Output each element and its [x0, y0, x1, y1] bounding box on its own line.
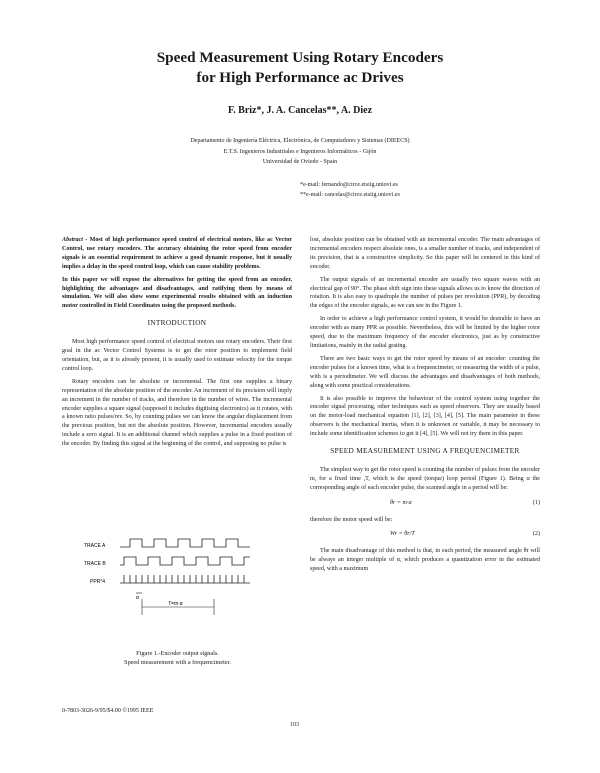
intro-paragraph-1: Most high performance speed control of electrical motors use rotary encoders. Their first goal in the ac Vector Control Systems is to get the rotor position to implement field orientation, but, as it is already present, it is usually used to estimate velocity for the torque control loop. [62, 339, 292, 372]
page-number: 103 [290, 722, 299, 728]
equation-1-number: (1) [532, 499, 540, 506]
label-alpha: α [136, 595, 139, 601]
equation-1 [310, 499, 540, 508]
introduction-heading: INTRODUCTION [147, 318, 207, 328]
abstract-paragraph-2: In this paper we will expose the alternatives for getting the speed from an encoder, highlighting the advantages and disadvantages, and ratifying them by means of simulation. We will also show some experimental results obtained with an induction motor controlled in Field Coordinates using the proposed methods. [62, 276, 292, 310]
right-paragraph-6: The simplest way to get the rotor speed is counting the number of pulses from the encoder m, for a fixed time ,T, which is the speed (torque) loop period (Figure 1). Being α the corresponding angle of each encoder pulse, the scanned angle in a period will be: [310, 466, 540, 491]
affiliation-line-1: Departamento de Ingeniería Eléctrica, Electrónica, de Computadores y Sistemas (DIEECS) [190, 138, 410, 144]
right-paragraph-8: The main disadvantage of this method is that, in each period, the measured angle θr will be always an integer multiple of α, which produces a quantization error in the estimated speed, with a maximum [310, 548, 540, 573]
equation-2 [310, 530, 540, 539]
affiliation-line-2: E.T.S. Ingenieros Industriales e Ingenieros Informáticos - Gijón [223, 148, 377, 155]
right-paragraph-4: There are two basic ways to get the rotor speed by means of an encoder: counting the encoder pulses for a known time, what is a frequencimeter, or measuring the width of a pulse, with is a periodimeter. We will discuss the advantages and disadvantages of both methods, along with some practical considerations. [310, 355, 540, 389]
abstract-label: Abstract [62, 237, 83, 243]
title-line-2: for High Performance ac Drives [196, 69, 404, 86]
left-column [62, 236, 292, 453]
right-paragraph-2: The output signals of an incremental encoder are usually two square waves with an electrical gap of 90°. The phase shift sign into these signals allows us to know the direction of rotation. It is also easy to quadruple the number of pulses per revolution (PPR), by decoding the edges of the encoder signals, as we can see in the Figure 1. [310, 276, 540, 310]
right-paragraph-3: In order to achieve a high performance control system, it would be desirable to have an encoder with as many PPR as possible. Nevertheless, this will be limited by the higher rotor speed, due to the maximum frequency of the encoder electronics, just as by constructive limitations, mainly in the radial grating. [310, 316, 540, 349]
affiliation-block [130, 136, 470, 168]
paper-title [40, 48, 560, 88]
right-paragraph-7: therefore the motor speed will be: [310, 516, 393, 523]
label-ppr: PPR*4 [90, 579, 106, 585]
right-column [310, 236, 540, 578]
frequencimeter-heading: SPEED MEASUREMENT USING A FREQUENCIMETER [330, 446, 520, 456]
figure-1-svg [80, 535, 275, 647]
label-period: T=m·α [168, 601, 183, 607]
email-2: **e-mail: cancelas@circe.etsiig.uniovi.es [300, 192, 400, 198]
ppr-pulse-ticks [124, 575, 244, 583]
trace-a-waveform [120, 539, 250, 547]
abstract-paragraph-1 [62, 236, 292, 272]
email-block [300, 180, 500, 200]
author-list: F. Briz*, J. A. Cancelas**, A. Diez [227, 105, 373, 116]
equation-1-body: θr = m·α [390, 499, 412, 506]
label-trace-b: TRACE B [84, 561, 106, 567]
right-paragraph-1: lost, absolute position can be obtained with an incremental encoder. The main advantages of incremental encoders respect absolute ones, is a smaller number of tracks, and independent of its precision, that is a constructive simplicity. So this paper will be centered in this kind of encoder. [310, 237, 540, 270]
copyright-footer: 0-7803-3026-9/95/$4.00 ©1995 IEEE [62, 708, 154, 714]
equation-2-body: Wr = θr/T [390, 531, 415, 538]
label-trace-a: TRACE A [84, 543, 106, 549]
caption-line-2: Speed measurement with a frequencimeter. [124, 658, 231, 666]
figure-1-caption [70, 650, 285, 667]
figure-1-encoder-signals [80, 535, 275, 647]
affiliation-line-3: Universidad de Oviedo - Spain [262, 159, 338, 165]
caption-line-1: Figure 1.-Encoder output signals. [136, 650, 219, 657]
title-line-1: Speed Measurement Using Rotary Encoders [156, 49, 444, 66]
trace-b-waveform [120, 557, 250, 565]
equation-2-number: (2) [532, 531, 540, 538]
right-paragraph-5: It is also possible to improve the behaviour of the control system using together the encoder signal processing, other techniques such as speed observers. They are usually based on the motor-load mechanical equation [1], [2], [3], [4], [5]. The main parameter in these observers is the mechanical inertia, when it is unknown or variable, it may be necessary to include some identification schemes to get it [4], [5]. We will not try them in this paper. [310, 395, 540, 438]
abstract-text-1: - Most of high performance speed control of electrical motors, like ac Vector Control, use rotary encoders. The accuracy obtaining the rotor speed from encoder signals is an essential requirement to achieve a good dynamic response, but it usually implies a delay in the speed control loop, which can cause stability problems. [62, 237, 292, 270]
email-1: *e-mail: fernando@circe.etsiig.uniovi.es [300, 182, 398, 188]
intro-paragraph-2: Rotary encoders can be absolute or incremental. The first one supplies a binary representation of the absolute position of the encoder. An increment of its precision will imply an increment in the number of tracks, and therefore in the number of wires. The incremental encoder supplies a square signal (supposed it includes digitising electronics) as it rotates, with a known ratio pulses/rev. So, by counting pulses we can know the angular displacement from the previous position, but not the absolute position. However, incremental encoders usually include a zero signal. It is an additional channel which supplies a pulse in a fixed position of the encoder. By finding this signal at the beginning of the control, and supposing no pulse is [62, 378, 292, 448]
